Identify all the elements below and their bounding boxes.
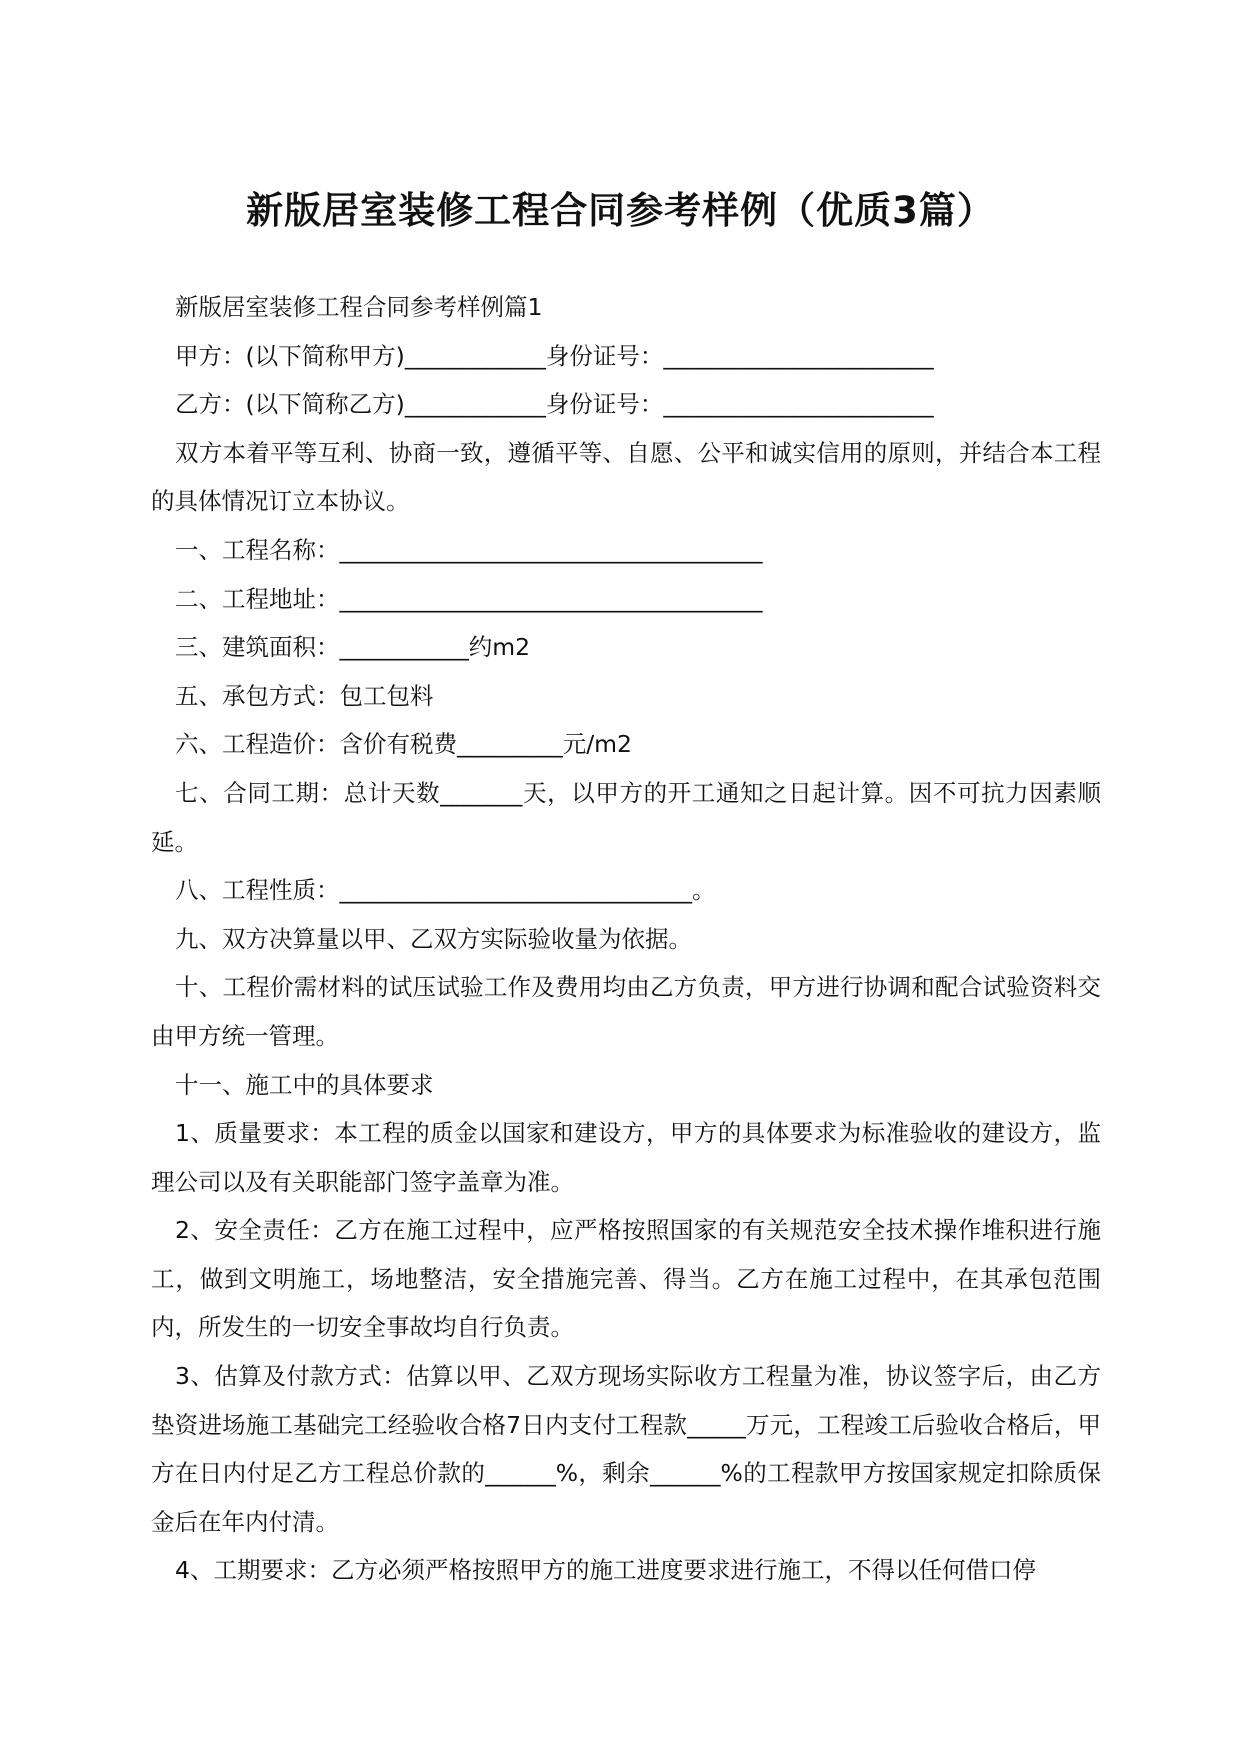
- party-a-line: 甲方：(以下简称甲方)____________身份证号：_______________________: [175, 341, 934, 370]
- section-heading: 新版居室装修工程合同参考样例篇1: [175, 293, 543, 321]
- party-b-line: 乙方：(以下简称乙方)____________身份证号：_______________________: [175, 390, 934, 419]
- project-address-line: 二、工程地址：____________________________________: [175, 584, 763, 613]
- project-name-line: 一、工程名称：____________________________________: [175, 535, 763, 564]
- contract-method-line: 五、承包方式：包工包料: [175, 681, 434, 710]
- construction-requirements-heading: 十一、施工中的具体要求: [175, 1070, 434, 1099]
- building-area-line: 三、建筑面积：___________约m2: [175, 633, 531, 662]
- project-nature-line: 八、工程性质：______________________________。: [175, 876, 716, 905]
- document-body: [151, 283, 1101, 1595]
- project-cost-line: 六、工程造价：含价有税费_________元/m2: [175, 730, 633, 759]
- settlement-paragraph: 九、双方决算量以甲、乙双方实际验收量为依据。: [175, 924, 692, 953]
- payment-terms-paragraph: 3、估算及付款方式：估算以甲、乙双方现场实际收方工程量为准，协议签字后，由乙方垫资进场施工基础完工经验收合格7日内支付工程款_____万元，工程竣工后验收合格后，甲方在日内付足乙方工程总价款的______%，剩余______%的工程款甲方按国家规定扣除质保金后在年内付清。: [151, 1362, 1101, 1536]
- quality-requirements-paragraph: 1、质量要求：本工程的质金以国家和建设方，甲方的具体要求为标准验收的建设方，监理公司以及有关职能部门签字盖章为准。: [151, 1119, 1101, 1196]
- safety-responsibility-paragraph: 2、安全责任：乙方在施工过程中，应严格按照国家的有关规范安全技术操作堆积进行施工，做到文明施工，场地整洁，安全措施完善、得当。乙方在施工过程中，在其承包范围内，所发生的一切安全事故均自行负责。: [151, 1216, 1101, 1342]
- material-testing-paragraph: 十、工程价需材料的试压试验工作及费用均由乙方负责，甲方进行协调和配合试验资料交由甲方统一管理。: [151, 973, 1101, 1050]
- schedule-requirements-paragraph: 4、工期要求：乙方必须严格按照甲方的施工进度要求进行施工，不得以任何借口停: [175, 1556, 1036, 1585]
- document-title: 新版居室装修工程合同参考样例（优质3篇）: [246, 188, 995, 232]
- contract-period-paragraph: 七、合同工期：总计天数_______天，以甲方的开工通知之日起计算。因不可抗力因素顺延。: [151, 778, 1101, 856]
- preamble-paragraph: 双方本着平等互利、协商一致，遵循平等、自愿、公平和诚实信用的原则，并结合本工程的具体情况订立本协议。: [151, 438, 1101, 516]
